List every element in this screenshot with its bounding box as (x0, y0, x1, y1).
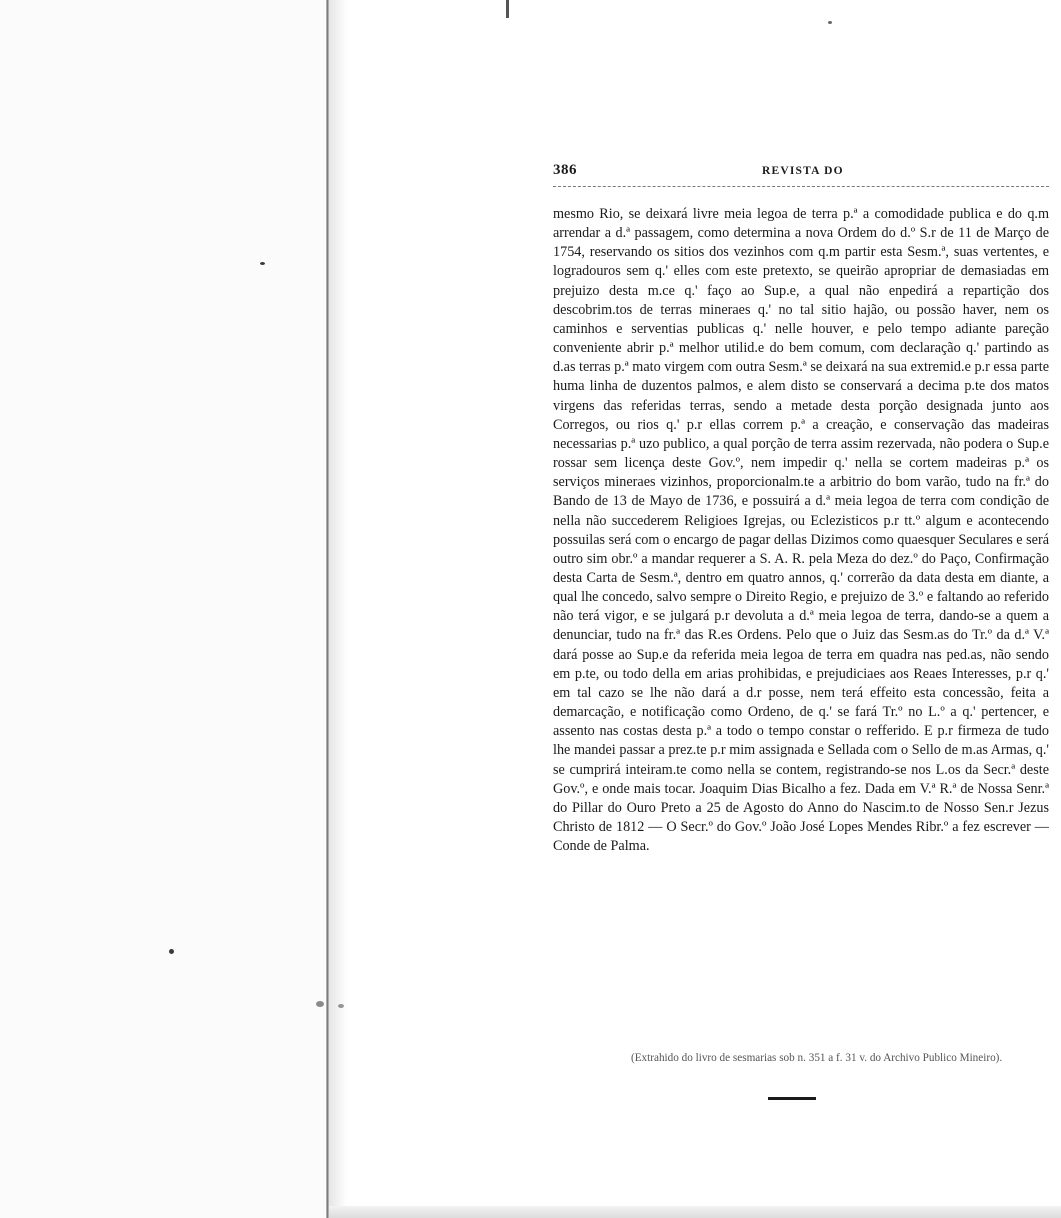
ink-speck (260, 262, 265, 265)
ink-speck (828, 21, 832, 24)
bottom-edge (329, 1206, 1061, 1218)
running-head: REVISTA DO (762, 165, 844, 177)
header-rule (553, 186, 1049, 187)
gutter-shadow (329, 0, 347, 1218)
source-citation: (Extrahido do livro de sesmarias sob n. 351 a f. 31 v. do Archivo Publico Mineiro). (631, 1052, 1003, 1064)
page-number: 386 (553, 162, 577, 178)
page-header (553, 158, 1049, 184)
top-edge-mark (506, 0, 509, 18)
end-rule (768, 1097, 816, 1100)
body-paragraph: mesmo Rio, se deixará livre meia legoa de terra p.ª a comodidade publica e do q.m arrendar a d.ª passagem, como determina a nova Ordem do d.º S.r de 11 de Março de 1754, reservando os sitios dos vezinhos com q.m partir esta Sesm.ª, suas vertentes, e logradouros sem q.' elles com este pretexto, se queirão apropriar de demasiadas em prejuizo desta m.ce q.' faço ao Sup.e, a qual não enpedirá a repartição dos descobrim.tos de terras mineraes q.' no tal sitio hajão, ou possão haver, nem os caminhos e serventias publicas q.' nelle houver, e pelo tempo adiante pareção conveniente abrir p.ª melhor utilid.e do bem comum, com declaração q.' partindo as d.as terras p.ª mato virgem com outra Sesm.ª se deixará na sua extremid.e p.r essa parte huma linha de duzentos palmos, e alem disto se conservará a decima p.te dos matos virgens das referidas terras, sendo a metade desta porção designada junto aos Corregos, ou rios q.' p.r ellas correm p.ª a creação, e conservação das madeiras necessarias p.ª uzo publico, a qual porção de terra assim rezervada, não podera o Sup.e rossar sem licença deste Gov.º, nem impedir q.' nella se cortem madeiras p.ª os serviços mineraes vizinhos, proporcionalm.te a arbitrio do bom varão, tudo na fr.ª do Bando de 13 de Mayo de 1736, e possuirá a d.ª meia legoa de terra com condição de nella não succederem Religioes Igrejas, ou Eclezisticos p.r tt.º algum e acontecendo possuilas será com o encargo de pagar dellas Dizimos como quaesquer Seculares e será outro sim obr.º a mandar requerer a S. A. R. pela Meza do dez.º do Paço, Confirmação desta Carta de Sesm.ª, dentro em quatro annos, q.' correrão da data desta em diante, a qual lhe concedo, salvo sempre o Direito Regio, e prejuizo de 3.º e faltando ao referido não terá vigor, e se julgará p.r devoluta a d.ª meia legoa de terra, dando-se a quem a denunciar, tudo na fr.ª das R.es Ordens. Pelo que o Juiz das Sesm.as do Tr.º da d.ª V.ª dará posse ao Sup.e da referida meia legoa de terra em quadra nas ped.as, não sendo em p.te, ou todo della em arias prohibidas, e prejudiciaes aos Reaes Interesses, p.r q.' em tal cazo se lhe não dará a d.r posse, nem terá effeito esta concessão, feita a demarcação, e notificação como Ordeno, de q.' se fará Tr.º no L.º a q.' pertencer, e assento nas costas desta p.ª a todo o tempo constar o refferido. E p.r firmeza de tudo lhe mandei passar a prez.te p.r mim assignada e Sellada com o Sello de m.as Armas, q.' se cumprirá inteiram.te como nella se contem, registrando-se nos L.os da Secr.ª deste Gov.º, e onde mais tocar. Joaquim Dias Bicalho a fez. Dada em V.ª R.ª de Nossa Senr.ª do Pillar do Ouro Preto a 25 de Agosto do Anno do Nascim.to de Nosso Sen.r Jezus Christo de 1812 — O Secr.º do Gov.º João José Lopes Mendes Ribr.º a fez escrever — Conde de Palma. (553, 206, 1049, 855)
ink-speck (316, 1001, 324, 1007)
ink-speck (169, 949, 174, 954)
left-page-margin (0, 0, 328, 1218)
